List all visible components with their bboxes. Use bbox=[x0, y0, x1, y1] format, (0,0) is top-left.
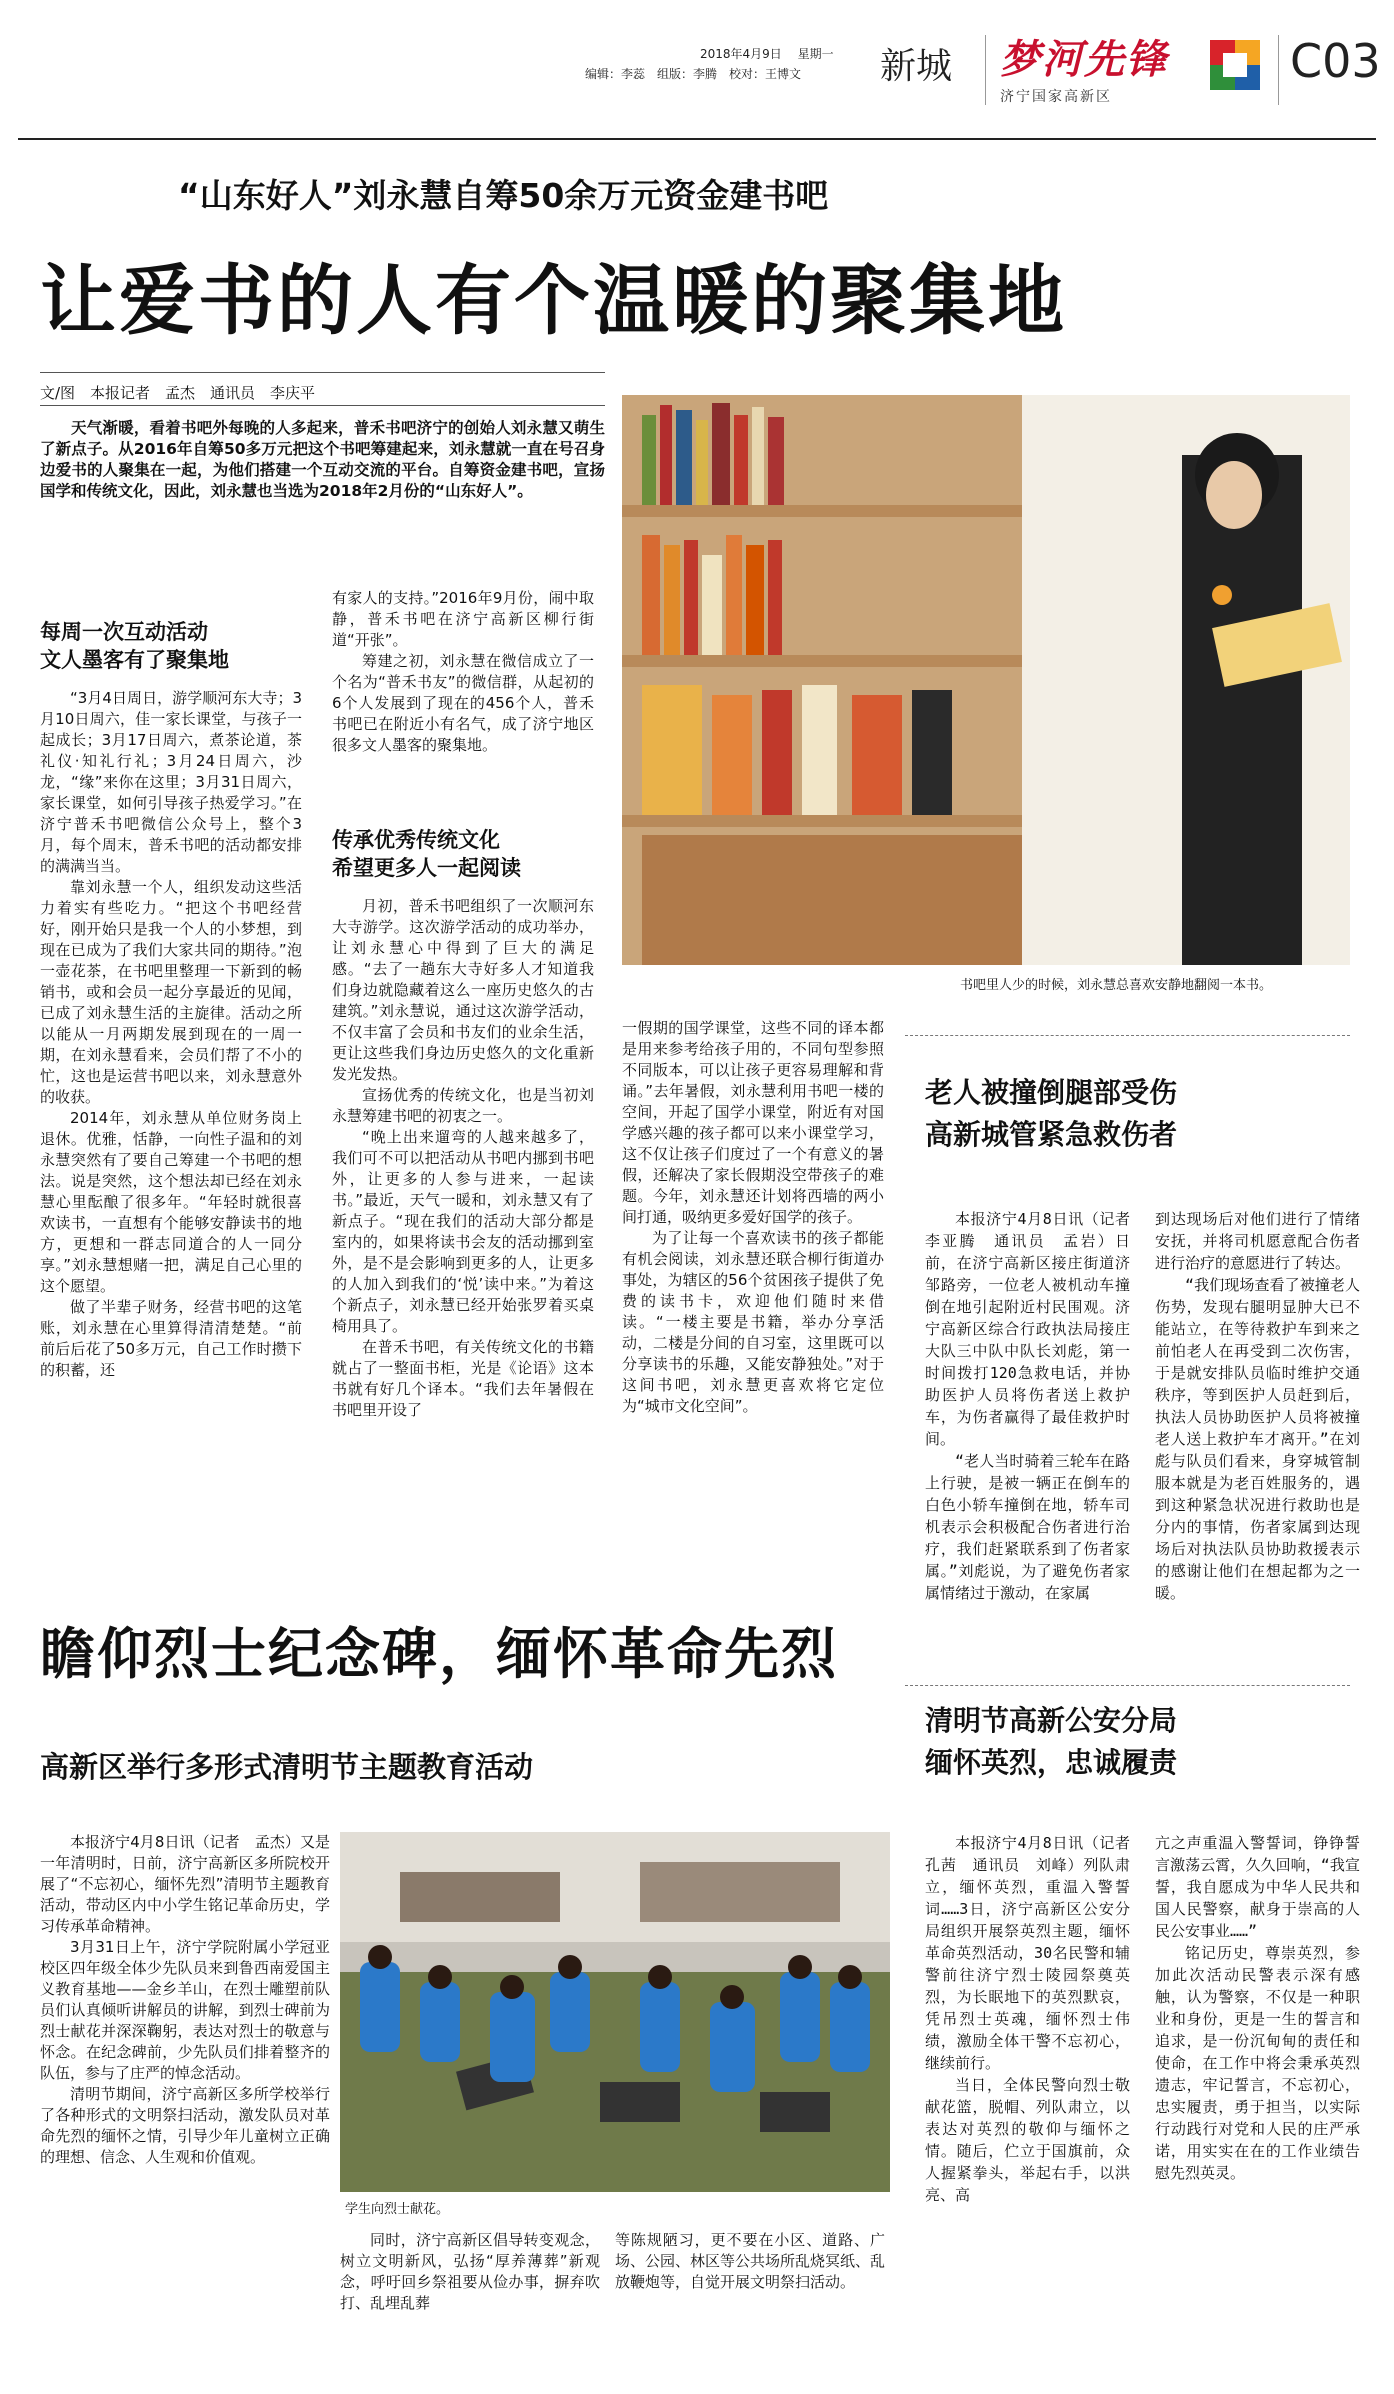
paragraph: 一假期的国学课堂，这些不同的译本都是用来参考给孩子用的，不同句型参照不同版本，可以让孩子更容易理解和背诵。”去年暑假，刘永慧利用书吧一楼的空间，开起了国学小课堂，附近有对国学感兴趣的孩子都可以来小课堂学习，这不仅让孩子们度过了一个有意义的暑假，还解决了家长假期没空带孩子的难题。今年，刘永慧还计划将西墙的两小间打通，吸纳更多爱好国学的孩子。 bbox=[622, 1019, 884, 1226]
paragraph: 本报济宁4月8日讯（记者 孔茜 通讯员 刘峰）列队肃立，缅怀英烈，重温入警誓词……3日，济宁高新区公安分局组织开展祭英烈主题，缅怀革命英烈活动，30名民警和辅警前往济宁烈士陵园祭奠英烈，为长眠地下的英烈默哀，凭吊烈士英魂，缅怀烈士伟绩，激励全体干警不忘初心，继续前行。 bbox=[925, 1834, 1146, 2072]
memorial-photo bbox=[340, 1832, 890, 2192]
newspaper-brand: 梦河先锋 bbox=[1000, 36, 1168, 83]
article2-column-1 bbox=[925, 1208, 1146, 1604]
photo2-caption: 学生向烈士献花。 bbox=[345, 2202, 450, 2217]
article1-kicker: “山东好人”刘永慧自筹50余万元资金建书吧 bbox=[178, 176, 829, 215]
sidebar-rule bbox=[905, 1035, 1350, 1037]
article1-headline: 让爱书的人有个温暖的聚集地 bbox=[40, 256, 1067, 345]
paragraph: 本报济宁4月8日讯（记者 李亚腾 通讯员 孟岩）日前，在济宁高新区接庄街道济邹路旁，一位老人被机动车撞倒在地引起附近村民围观。济宁高新区综合行政执法局接庄大队三中队中队长刘彪，第一时间拨打120急救电话，并协助医护人员将伤者送上救护车，为伤者赢得了最佳救护时间。 bbox=[925, 1210, 1146, 1448]
issue-date-line bbox=[700, 44, 834, 64]
paragraph: 筹建之初，刘永慧在微信成立了一个名为“普禾书友”的微信群，从起初的6个人发展到了现在的456个人，普禾书吧已在附近小有名气，成了济宁地区很多文人墨客的聚集地。 bbox=[332, 652, 594, 754]
paragraph: “晚上出来遛弯的人越来越多了，我们可不可以把活动从书吧内挪到书吧外，让更多的人参与进来，一起读书。”最近，天气一暖和，刘永慧又有了新点子。“现在我们的活动大部分都是室内的，如果将读书会友的活动挪到室外，是不是会影响到更多的人，让更多的人加入到我们的‘悦’读中来。”为着这个新点子，刘永慧已经开始张罗着买桌椅用具了。 bbox=[332, 1128, 594, 1335]
article4-column-2 bbox=[340, 2230, 600, 2314]
page-number: C03 bbox=[1290, 34, 1381, 88]
sidebar-rule-2 bbox=[905, 1685, 1350, 1687]
paragraph: “3月4日周日，游学顺河东大寺；3月10日周六，佳一家长课堂，与孩子一起成长；3月17日周六，煮茶论道，茶礼仪·知礼行礼；3月24日周六，沙龙，“缘”来你在这里；3月31日周六，家长课堂，如何引导孩子热爱学习。”在济宁普禾书吧微信公众号上，整个3月，每个周末，普禾书吧的活动都安排的满满当当。 bbox=[40, 689, 302, 875]
masthead-divider bbox=[985, 35, 986, 105]
byline-rule-2 bbox=[40, 405, 605, 406]
paragraph: 靠刘永慧一个人，组织发动这些活力着实有些吃力。“把这个书吧经营好，刚开始只是我一个人的小梦想，到现在已成为了我们大家共同的期待。”泡一壶花茶，在书吧里整理一下新到的畅销书，或和会员一起分享最近的见闻，已成了刘永慧生活的主旋律。活动之所以能从一月两期发展到现在的一周一期，在刘永慧看来，会员们帮了不小的忙，这也是运营书吧以来，刘永慧意外的收获。 bbox=[40, 878, 302, 1106]
editor-credits: 编辑：李蕊 组版：李腾 校对：王博文 bbox=[585, 67, 802, 81]
article3-headline: 清明节高新公安分局 缅怀英烈，忠诚履责 bbox=[925, 1704, 1178, 1779]
article2-headline: 老人被撞倒腿部受伤 高新城管紧急救伤者 bbox=[925, 1076, 1178, 1151]
article2-column-2 bbox=[1155, 1208, 1360, 1604]
paragraph: 同时，济宁高新区倡导转变观念，树立文明新风，弘扬“厚养薄葬”新观念，呼吁回乡祭祖要从俭办事，摒弃吹打、乱埋乱葬 bbox=[340, 2231, 600, 2312]
article1-lead: 天气渐暖，看着书吧外每晚的人多起来，普禾书吧济宁的创始人刘永慧又萌生了新点子。从2016年自筹50多万元把这个书吧筹建起来，刘永慧就一直在号召身边爱书的人聚集在一起，为他们搭建一个互动交流的平台。自筹资金建书吧，宣扬国学和传统文化，因此，刘永慧也当选为2018年2月份的“山东好人”。 bbox=[40, 419, 605, 500]
article1-subhead-1: 每周一次互动活动 文人墨客有了聚集地 bbox=[40, 620, 229, 672]
paragraph: 有家人的支持。”2016年9月份，闹中取静，普禾书吧在济宁高新区柳行街道“开张”。 bbox=[332, 589, 594, 649]
photo1-caption: 书吧里人少的时候，刘永慧总喜欢安静地翻阅一本书。 bbox=[960, 978, 1273, 993]
article3-column-1 bbox=[925, 1832, 1146, 2206]
paragraph: 等陈规陋习，更不要在小区、道路、广场、公园、林区等公共场所乱烧冥纸、乱放鞭炮等，自觉开展文明祭扫活动。 bbox=[615, 2231, 886, 2291]
memorial-photo-art bbox=[340, 1832, 890, 2192]
article1-subhead-2: 传承优秀传统文化 希望更多人一起阅读 bbox=[332, 828, 521, 880]
article1-column-2b bbox=[332, 896, 594, 1421]
paragraph: 清明节期间，济宁高新区多所学校举行了各种形式的文明祭扫活动，激发队员对革命先烈的缅怀之情，引导少年儿童树立正确的理想、信念、人生观和价值观。 bbox=[40, 2085, 330, 2166]
paragraph: 铭记历史，尊崇英烈，参加此次活动民警表示深有感触，认为警察，不仅是一种职业和身份，更是一生的誓言和追求，是一份沉甸甸的责任和使命，在工作中将会秉承英烈遗志，牢记誓言，不忘初心，忠实履责，勇于担当，以实际行动践行对党和人民的庄严承诺，用实实在在的工作业绩告慰先烈英灵。 bbox=[1155, 1944, 1360, 2182]
article1-column-3 bbox=[622, 1018, 884, 1417]
article4-column-1 bbox=[40, 1832, 330, 2168]
bookshelf-photo bbox=[622, 395, 1350, 965]
masthead-divider-2 bbox=[1278, 35, 1279, 105]
paragraph: 本报济宁4月8日讯（记者 孟杰）又是一年清明时，日前，济宁高新区多所院校开展了“不忘初心，缅怀先烈”清明节主题教育活动，带动区内中小学生铭记革命历史，学习传承革命精神。 bbox=[40, 1833, 330, 1935]
paragraph: 当日，全体民警向烈士敬献花篮，脱帽、列队肃立，以表达对英烈的敬仰与缅怀之情。随后，伫立于国旗前，众人握紧拳头，举起右手，以洪亮、高 bbox=[925, 2076, 1130, 2204]
paragraph: “我们现场查看了被撞老人伤势，发现右腿明显肿大已不能站立，在等待救护车到来之前怕老人在再受到二次伤害，于是就安排队员临时维护交通秩序，等到医护人员赶到后，执法人员协助医护人员将被撞老人送上救护车才离开。”在刘彪与队员们看来，身穿城管制服本就是为老百姓服务的，遇到这种紧急状况进行救助也是分内的事情，伤者家属到达现场后对执法队员协助救援表示的感谢让他们在想起都为之一暖。 bbox=[1155, 1276, 1360, 1602]
paragraph: “老人当时骑着三轮车在路上行驶，是被一辆正在倒车的白色小轿车撞倒在地，轿车司机表示会积极配合伤者进行治疗，我们赶紧联系到了伤者家属。”刘彪说，为了避免伤者家属情绪过于激动，在家属 bbox=[925, 1452, 1130, 1602]
zone-logo-icon bbox=[1210, 40, 1260, 90]
article3-column-2 bbox=[1155, 1832, 1360, 2184]
paragraph: 亢之声重温入警誓词，铮铮誓言激荡云霄，久久回响，“我宣誓，我自愿成为中华人民共和国人民警察，献身于崇高的人民公安事业……” bbox=[1155, 1834, 1360, 1940]
paragraph: 3月31日上午，济宁学院附属小学冠亚校区四年级全体少先队员来到鲁西南爱国主义教育基地——金乡羊山，在烈士雕塑前队员们认真倾听讲解员的讲解，到烈士碑前为烈士献花并深深鞠躬，表达对烈士的敬意与怀念。在纪念碑前，少先队员们排着整齐的队伍，参与了庄严的悼念活动。 bbox=[40, 1938, 330, 2082]
paragraph: 2014年，刘永慧从单位财务岗上退休。优雅，恬静，一向性子温和的刘永慧突然有了要自己筹建一个书吧的想法。说是突然，这个想法却已经在刘永慧心里酝酿了很多年。“年轻时就很喜欢读书，一直想有个能够安静读书的地方，更想和一群志同道合的人一同分享。”刘永慧想赌一把，满足自己心里的这个愿望。 bbox=[40, 1109, 302, 1295]
newspaper-subbrand: 济宁国家高新区 bbox=[1000, 89, 1112, 105]
paragraph: 宣扬优秀的传统文化，也是当初刘永慧筹建书吧的初衷之一。 bbox=[332, 1086, 594, 1125]
article4-headline: 瞻仰烈士纪念碑，缅怀革命先烈 bbox=[40, 1621, 839, 1686]
article4-subhead: 高新区举行多形式清明节主题教育活动 bbox=[40, 1750, 534, 1784]
article4-column-3 bbox=[615, 2230, 885, 2293]
paragraph: 月初，普禾书吧组织了一次顺河东大寺游学。这次游学活动的成功举办，让刘永慧心中得到了巨大的满足感。“去了一趟东大寺好多人才知道我们身边就隐藏着这么一座历史悠久的古建筑。”刘永慧说，通过这次游学活动，不仅丰富了会员和书友们的业余生活，更让这些我们身边历史悠久的文化重新发光发热。 bbox=[332, 897, 594, 1083]
issue-date: 2018年4月9日 bbox=[700, 47, 782, 61]
masthead-rule bbox=[18, 138, 1376, 140]
article1-column-2a bbox=[332, 588, 594, 756]
paragraph: 在普禾书吧，有关传统文化的书籍就占了一整面书柜，光是《论语》这本书就有好几个译本。“我们去年暑假在书吧里开设了 bbox=[332, 1338, 594, 1419]
paragraph: 到达现场后对他们进行了情绪安抚，并将司机愿意配合伤者进行治疗的意愿进行了转达。 bbox=[1155, 1210, 1360, 1272]
paragraph: 为了让每一个喜欢读书的孩子都能有机会阅读，刘永慧还联合柳行街道办事处，为辖区的56个贫困孩子提供了免费的读书卡，欢迎他们随时来借读。“一楼主要是书籍，举办分享活动，二楼是分间的自习室，这里既可以分享读书的乐趣，又能安静独处。”对于这间书吧，刘永慧更喜欢将它定位为“城市文化空间”。 bbox=[622, 1229, 884, 1415]
article1-column-1 bbox=[40, 688, 302, 1381]
issue-weekday: 星期一 bbox=[797, 47, 834, 61]
section-name: 新城 bbox=[880, 46, 953, 87]
byline-rule bbox=[40, 372, 605, 373]
paragraph: 做了半辈子财务，经营书吧的这笔账，刘永慧在心里算得清清楚楚。“前前后后花了50多万元，自己工作时攒下的积蓄，还 bbox=[40, 1298, 302, 1379]
bookshelf-photo-art bbox=[622, 395, 1350, 965]
article1-byline: 文/图 本报记者 孟杰 通讯员 李庆平 bbox=[40, 384, 316, 402]
